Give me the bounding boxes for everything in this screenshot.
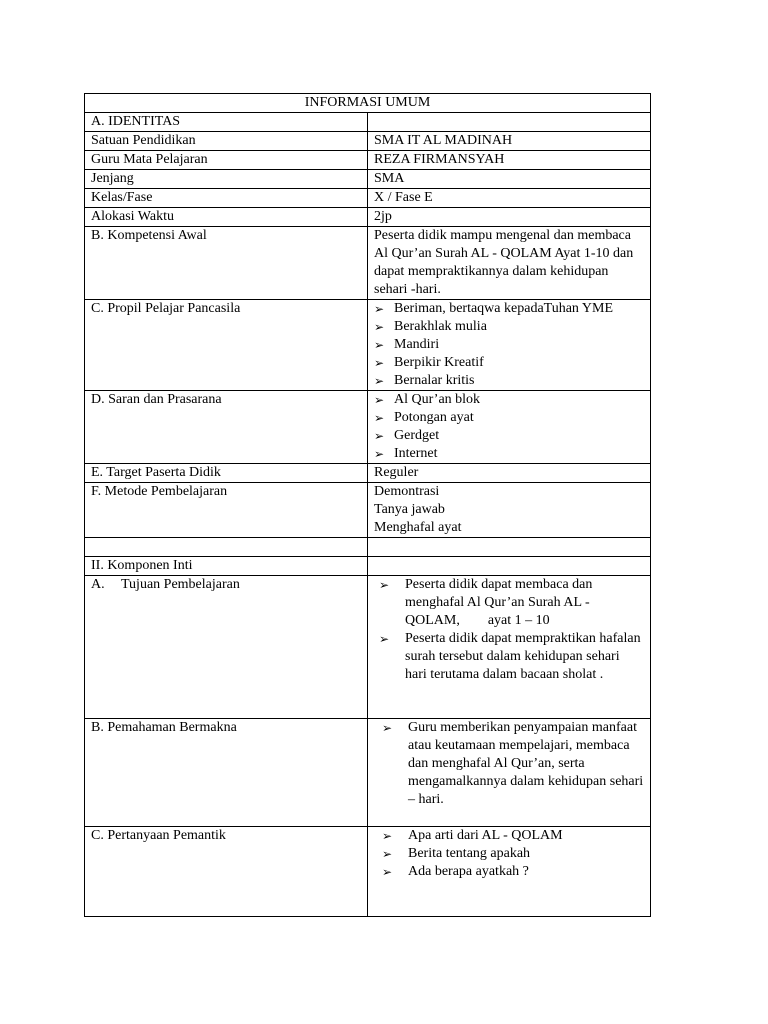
arrow-bullet-icon: ➢ — [374, 338, 385, 352]
sarana-row — [85, 391, 651, 464]
tujuan-list — [379, 576, 644, 684]
arrow-bullet-icon: ➢ — [374, 302, 385, 316]
pertanyaan-cell — [368, 827, 651, 917]
header-row — [85, 94, 651, 113]
arrow-bullet-icon: ➢ — [374, 429, 385, 443]
metode-cell — [368, 483, 651, 538]
list-item: ➢ Mandiri — [374, 337, 440, 352]
list-item: ➢ Potongan ayat — [374, 410, 474, 425]
metode-label: F. Metode Pembelajaran — [85, 483, 368, 538]
profil-list — [374, 300, 644, 390]
table-header: INFORMASI UMUM — [85, 94, 651, 113]
empty-cell — [85, 538, 368, 557]
komponen-row — [85, 557, 651, 576]
komponen-title: II. Komponen Inti — [85, 557, 368, 576]
target-value: Reguler — [368, 464, 651, 483]
list-item: ➢ Apa arti dari AL - QOLAM — [382, 828, 563, 843]
arrow-bullet-icon: ➢ — [382, 847, 393, 861]
section-a-title: A. IDENTITAS — [85, 113, 368, 132]
empty-cell — [368, 557, 651, 576]
section-a-row — [85, 113, 651, 132]
profil-row — [85, 300, 651, 391]
profil-label: C. Propil Pelajar Pancasila — [85, 300, 368, 391]
spacer-row — [85, 538, 651, 557]
list-item: ➢ Ada berapa ayatkah ? — [382, 864, 529, 879]
pertanyaan-row — [85, 827, 651, 917]
arrow-bullet-icon: ➢ — [374, 320, 385, 334]
table-row — [85, 151, 651, 170]
list-item: ➢ Al Qur’an blok — [374, 392, 481, 407]
list-item: ➢ Gerdget — [374, 428, 440, 443]
metode-row — [85, 483, 651, 538]
list-item: ➢ Berita tentang apakah — [382, 846, 531, 861]
kompetensi-text: Peserta didik mampu mengenal dan membaca Al Qur’an Surah AL - QOLAM Ayat 1-10 dan dapat mempraktikannya dalam kehidupan sehari -hari. — [368, 227, 651, 300]
list-item: ➢ Berakhlak mulia — [374, 319, 487, 334]
pemahaman-row — [85, 719, 651, 827]
arrow-bullet-icon: ➢ — [382, 865, 393, 879]
kompetensi-row — [85, 227, 651, 300]
identity-value: SMA — [368, 170, 651, 189]
profil-cell — [368, 300, 651, 391]
list-item: ➢ Bernalar kritis — [374, 373, 475, 388]
list-item: ➢ Peserta didik dapat mempraktikan hafalan surah tersebut dalam kehidupan sehari hari terutama dalam bacaan sholat . — [379, 631, 641, 682]
identity-label: Kelas/Fase — [85, 189, 368, 208]
table-row — [85, 208, 651, 227]
sarana-cell — [368, 391, 651, 464]
identity-value: X / Fase E — [368, 189, 651, 208]
metode-item: Menghafal ayat — [374, 520, 462, 535]
target-label: E. Target Paserta Didik — [85, 464, 368, 483]
list-item: ➢ Berpikir Kreatif — [374, 355, 484, 370]
pemahaman-list — [382, 719, 644, 809]
tujuan-label-cell — [85, 576, 368, 719]
table-row — [85, 132, 651, 151]
identity-value: 2jp — [368, 208, 651, 227]
arrow-bullet-icon: ➢ — [379, 632, 390, 646]
sarana-list — [374, 391, 644, 463]
list-item: ➢ Guru memberikan penyampaian manfaat atau keutamaan mempelajari, membaca dan menghafal Al Qur’an, serta mengamalkannya dalam kehidupan sehari – hari. — [382, 720, 644, 807]
table-row — [85, 189, 651, 208]
tujuan-cell — [368, 576, 651, 719]
pemahaman-cell — [368, 719, 651, 827]
metode-item: Tanya jawab — [374, 502, 445, 517]
arrow-bullet-icon: ➢ — [374, 393, 385, 407]
identity-value: REZA FIRMANSYAH — [368, 151, 651, 170]
list-item: ➢ Peserta didik dapat membaca dan menghafal Al Qur’an Surah AL - QOLAM, ayat 1 – 10 — [379, 577, 596, 628]
identity-label: Satuan Pendidikan — [85, 132, 368, 151]
metode-item: Demontrasi — [374, 484, 440, 499]
arrow-bullet-icon: ➢ — [374, 356, 385, 370]
target-row — [85, 464, 651, 483]
sarana-label: D. Saran dan Prasarana — [85, 391, 368, 464]
arrow-bullet-icon: ➢ — [374, 411, 385, 425]
tujuan-row — [85, 576, 651, 719]
identity-label: Jenjang — [85, 170, 368, 189]
list-item: ➢ Internet — [374, 446, 438, 461]
tujuan-letter: A. — [91, 577, 105, 592]
kompetensi-label: B. Kompetensi Awal — [85, 227, 368, 300]
arrow-bullet-icon: ➢ — [374, 374, 385, 388]
pemahaman-label: B. Pemahaman Bermakna — [85, 719, 368, 827]
lesson-plan-table — [84, 93, 651, 917]
tujuan-label: Tujuan Pembelajaran — [121, 577, 240, 592]
table-row — [85, 170, 651, 189]
identity-label: Guru Mata Pelajaran — [85, 151, 368, 170]
arrow-bullet-icon: ➢ — [374, 447, 385, 461]
pertanyaan-list — [382, 827, 644, 881]
arrow-bullet-icon: ➢ — [382, 721, 393, 735]
empty-cell — [368, 113, 651, 132]
empty-cell — [368, 538, 651, 557]
identity-label: Alokasi Waktu — [85, 208, 368, 227]
arrow-bullet-icon: ➢ — [379, 578, 390, 592]
arrow-bullet-icon: ➢ — [382, 829, 393, 843]
list-item: ➢ Beriman, bertaqwa kepadaTuhan YME — [374, 301, 614, 316]
pertanyaan-label: C. Pertanyaan Pemantik — [85, 827, 368, 917]
identity-value: SMA IT AL MADINAH — [368, 132, 651, 151]
